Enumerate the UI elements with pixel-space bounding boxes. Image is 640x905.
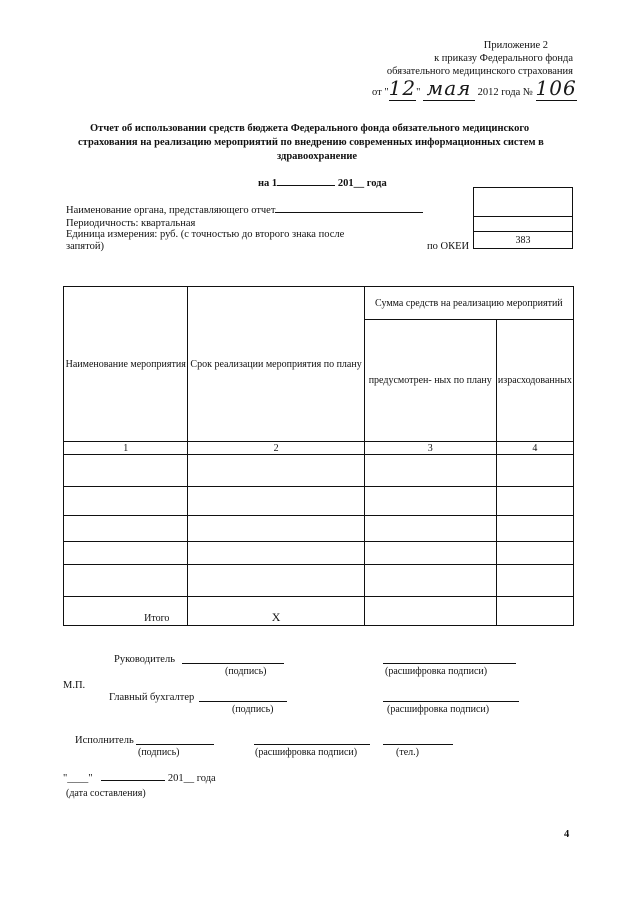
cell: [64, 542, 188, 565]
title-line-3: здравоохранение: [277, 151, 358, 162]
report-date-year: 201__ года: [337, 178, 387, 189]
cell: [364, 487, 496, 516]
cell: [188, 565, 364, 597]
org-name-label: [66, 205, 423, 216]
cell: [64, 455, 188, 487]
accountant-label: Главный бухгалтер: [109, 692, 195, 703]
cell: [188, 542, 364, 565]
executor-signature-line: [136, 744, 214, 745]
compile-date-year: 201__ года: [167, 773, 216, 784]
total-label: Итого: [64, 597, 188, 626]
okei-value: 383: [474, 232, 573, 249]
handwritten-month: мая: [423, 76, 475, 101]
cell: [64, 516, 188, 542]
col-number-1: 1: [64, 442, 188, 455]
cell: [364, 597, 496, 626]
header-activity-name: Наименование мероприятия: [64, 287, 188, 442]
header-planned: предусмотрен- ных по плану: [364, 320, 496, 442]
header-plan-term: Срок реализации мероприятия по плану: [188, 287, 364, 442]
cell: [188, 455, 364, 487]
cell: [188, 516, 364, 542]
code-cell-1: [474, 188, 573, 217]
periodicity: Периодичность: квартальная: [66, 218, 196, 229]
cell: [64, 487, 188, 516]
table-row: [64, 487, 574, 516]
compile-date-day: "____": [63, 773, 93, 784]
cell: [364, 542, 496, 565]
header-spent: израсходованных: [496, 320, 573, 442]
accountant-name-caption: (расшифровка подписи): [387, 704, 490, 715]
report-date-prefix: на 1: [258, 178, 278, 189]
title-line-1: Отчет об использовании средств бюджета Федерального фонда обязательного медицинского: [90, 123, 530, 134]
org-name-text: Наименование органа, представляющего отчет: [66, 205, 276, 216]
report-table: [63, 286, 574, 626]
total-row: [64, 597, 574, 626]
table-row: [64, 565, 574, 597]
date-prefix: от ": [372, 87, 389, 98]
year-and-number: 2012 года №: [477, 87, 533, 98]
report-date-blank: [277, 185, 335, 186]
handwritten-day: 12: [388, 76, 417, 100]
org-name-blank: [275, 212, 423, 213]
head-name-caption: (расшифровка подписи): [385, 666, 488, 677]
cell: [496, 455, 573, 487]
executor-name-caption: (расшифровка подписи): [255, 747, 358, 758]
cell: [496, 597, 573, 626]
page-number: 4: [564, 829, 570, 840]
fund-name: обязательного медицинского страхования: [386, 66, 573, 77]
accountant-signature-line: [199, 701, 287, 702]
cell: [364, 455, 496, 487]
order-reference: к приказу Федерального фонда: [434, 53, 573, 64]
title-line-2: страхования на реализацию мероприятий по внедрению современных информационных систем в: [78, 137, 544, 148]
okei-label: по ОКЕИ: [427, 241, 470, 252]
head-name-line: [383, 663, 516, 664]
executor-signature-caption: (подпись): [138, 747, 180, 758]
quote-close: ": [416, 87, 421, 98]
cell: [496, 542, 573, 565]
total-mark: X: [188, 597, 364, 626]
table-row: [64, 455, 574, 487]
units-line-2: запятой): [66, 241, 104, 252]
order-date-line: [372, 76, 577, 101]
col-number-2: 2: [188, 442, 364, 455]
table-row: [64, 542, 574, 565]
code-box: [473, 187, 573, 249]
units-line-1: Единица измерения: руб. (с точностью до второго знака после: [66, 229, 345, 240]
col-number-3: 3: [364, 442, 496, 455]
table-row: [64, 516, 574, 542]
cell: [188, 487, 364, 516]
compile-date: [63, 773, 216, 784]
executor-phone-line: [383, 744, 453, 745]
executor-name-line: [254, 744, 370, 745]
cell: [64, 565, 188, 597]
compile-date-caption: (дата составления): [66, 788, 146, 799]
code-cell-2: [474, 217, 573, 232]
head-label: Руководитель: [114, 654, 175, 665]
header-sum-group: Сумма средств на реализацию мероприятий: [364, 287, 573, 320]
head-signature-line: [182, 663, 284, 664]
cell: [364, 516, 496, 542]
handwritten-number: 106: [535, 76, 577, 100]
appendix-label: Приложение 2: [483, 40, 548, 51]
cell: [496, 487, 573, 516]
head-signature-caption: (подпись): [225, 666, 267, 677]
executor-label: Исполнитель: [75, 735, 134, 746]
report-date: [258, 178, 387, 189]
stamp-place: М.П.: [63, 680, 86, 691]
compile-date-month-blank: [101, 780, 165, 781]
accountant-signature-caption: (подпись): [232, 704, 274, 715]
col-number-4: 4: [496, 442, 573, 455]
cell: [496, 516, 573, 542]
executor-phone-caption: (тел.): [396, 747, 419, 758]
cell: [364, 565, 496, 597]
accountant-name-line: [383, 701, 519, 702]
cell: [496, 565, 573, 597]
